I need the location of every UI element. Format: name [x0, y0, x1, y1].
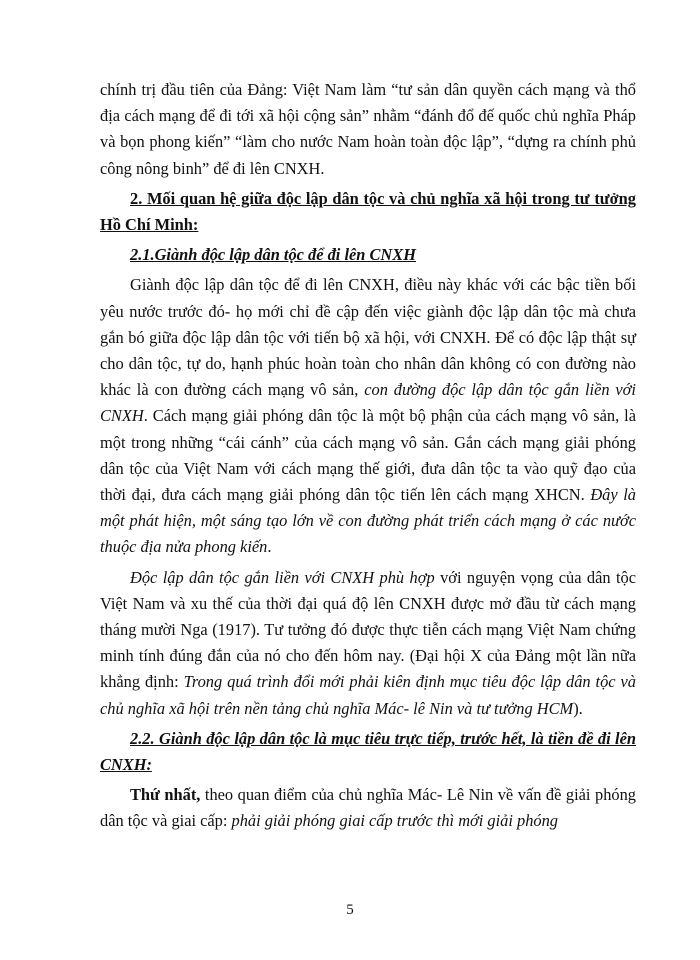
paragraph-b-text-1: với nguyện vọng của dân tộc Việt Nam và xu thế của thời đại quá độ lên CNXH được mở đầu từ cách mạng tháng mười Nga (1917). Tư tưởng đó được thực tiễn cách mạng Việt Nam chứng minh tính đúng đắn của nó cho đến hôm nay. (Đại hội X của Đảng một lần nữa khẳng định: [100, 567, 636, 692]
paragraph-a-text-2: . Cách mạng giải phóng dân tộc là một bộ phận của cách mạng vô sản, là một trong những “cái cánh” của cách mạng vô sản. Gắn cách mạng giải phóng dân tộc của Việt Nam với cách mạng thế giới, đưa dân tộc ta vào quỹ đạo của thời đại, đưa cách mạng giải phóng dân tộc tiến lên cách mạng XHCN. [100, 406, 636, 505]
section-2-2-heading-text: 2.2. Giành độc lập dân tộc là mục tiêu trực tiếp, trước hết, là tiền đề đi lên CNXH: [100, 728, 636, 775]
section-2-heading-text: 2. Mối quan hệ giữa độc lập dân tộc và chủ nghĩa xã hội trong tư tưởng Hồ Chí Minh: [100, 188, 636, 235]
paragraph-2-2-italic: phải giải phóng giai cấp trước thì mới giải phóng [231, 811, 558, 831]
paragraph-b-italic-1: Độc lập dân tộc gắn liền với CNXH phù hợp [130, 567, 435, 587]
page-number: 5 [346, 902, 354, 918]
section-2-2-paragraph [100, 782, 636, 834]
paragraph-b-italic-2: Trong quá trình đổi mới phải kiên định mục tiêu độc lập dân tộc và chủ nghĩa xã hội trên nền tảng chủ nghĩa Mác- lê Nin và tư tưởng HCM [100, 672, 636, 718]
paragraph-a-text-1: Giành độc lập dân tộc để đi lên CNXH, điều này khác với các bậc tiền bối yêu nước trước đó- họ mới chỉ đề cập đến việc giành độc lập dân tộc mà chưa gắn bó giữa độc lập dân tộc với tiến bộ xã hội, với CNXH. Để có độc lập thật sự cho dân tộc, tự do, hạnh phúc hoàn toàn cho nhân dân không có con đường nào khác là con đường cách mạng vô sản, [100, 275, 636, 400]
section-2-heading [100, 186, 636, 238]
intro-text: chính trị đầu tiên của Đảng: Việt Nam làm “tư sản dân quyền cách mạng và thổ địa cách mạng để đi tới xã hội cộng sản” nhằm “đánh đổ đế quốc chủ nghĩa Pháp và bọn phong kiến” “làm cho nước Nam hoàn toàn độc lập”, “dựng ra chính phủ công nông binh” để đi lên CNXH. [100, 80, 636, 178]
paragraph-b-end: ). [573, 698, 583, 718]
section-2-1-heading [100, 242, 636, 268]
paragraph-2-2-text: theo quan điểm của chủ nghĩa Mác- Lê Nin về vấn đề giải phóng dân tộc và giai cấp: [100, 785, 636, 831]
section-2-2-heading [100, 726, 636, 778]
section-2-1-heading-text: 2.1.Giành độc lập dân tộc để đi lên CNXH [130, 245, 416, 265]
section-2-1-paragraph-a [100, 272, 636, 560]
section-2-1-paragraph-b [100, 565, 636, 722]
paragraph-a-italic-1: con đường độc lập dân tộc gắn liền với CNXH [100, 380, 636, 426]
document-page [100, 77, 636, 835]
paragraph-a-end: . [267, 537, 272, 557]
intro-paragraph [100, 77, 636, 182]
paragraph-2-2-bold: Thứ nhất, [130, 785, 201, 805]
paragraph-a-italic-2: Đây là một phát hiện, một sáng tạo lớn về con đường phát triển cách mạng ở các nước thuộc địa nửa phong kiến [100, 485, 636, 557]
